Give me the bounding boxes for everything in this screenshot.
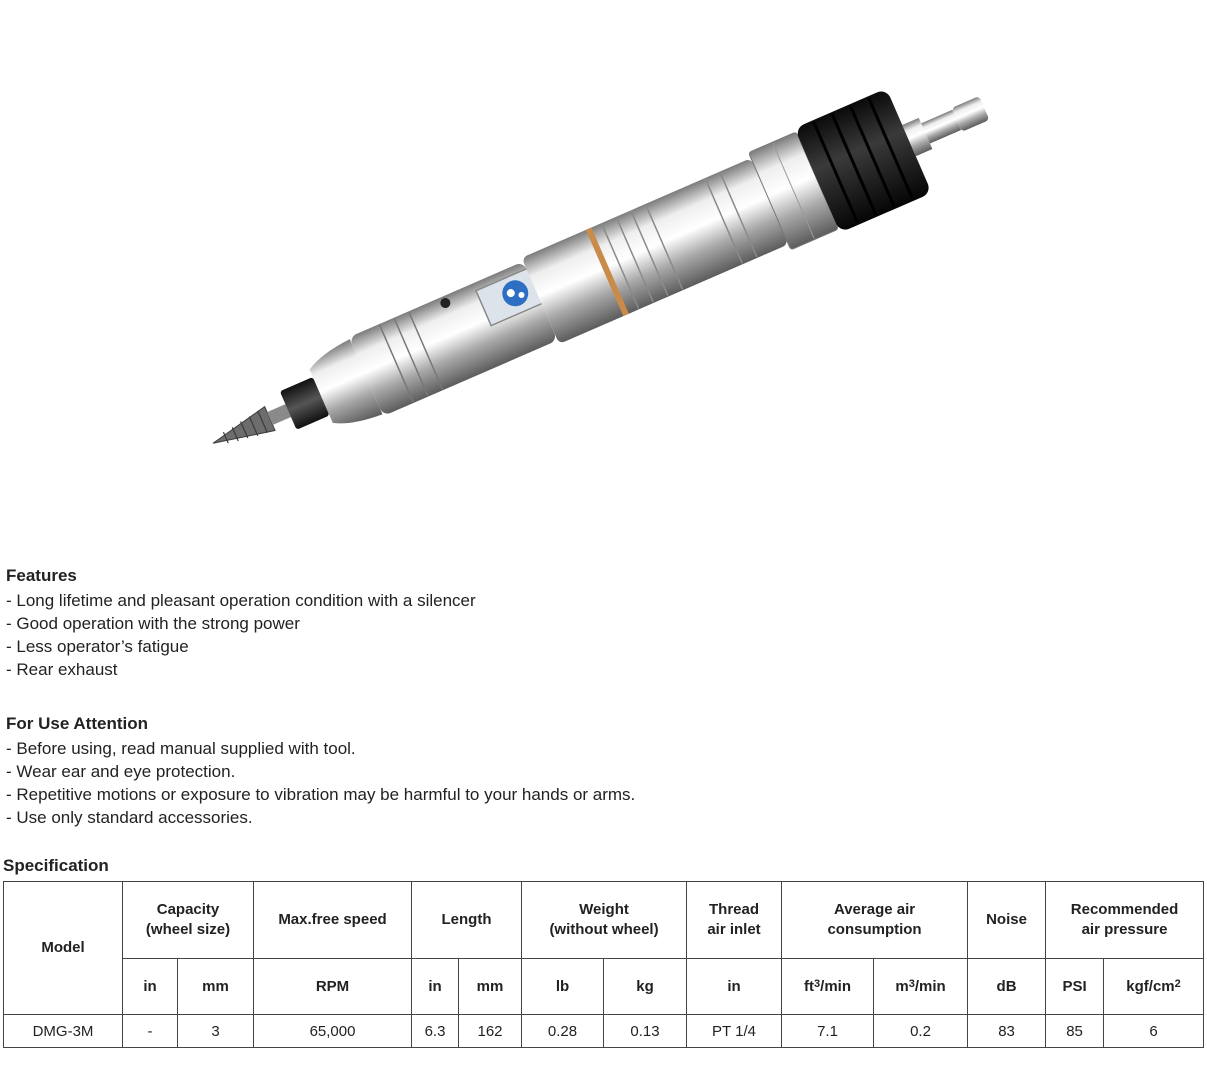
unit-rpm: RPM <box>254 959 412 1015</box>
specification-title: Specification <box>3 856 109 875</box>
cell-psi: 85 <box>1046 1015 1104 1048</box>
attention-list <box>6 737 635 829</box>
unit-cap-in: in <box>123 959 178 1015</box>
unit-db: dB <box>968 959 1046 1015</box>
header-length: Length <box>412 882 522 959</box>
list-item: - Good operation with the strong power <box>6 614 300 633</box>
unit-thread-in: in <box>687 959 782 1015</box>
features-title: Features <box>6 566 77 585</box>
table-units-row <box>4 959 1204 1015</box>
header-air-consumption: Average air consumption <box>782 882 968 959</box>
header-thread: Thread air inlet <box>687 882 782 959</box>
features-list <box>6 589 476 681</box>
cell-rpm: 65,000 <box>254 1015 412 1048</box>
unit-kg: kg <box>604 959 687 1015</box>
unit-kgf-cm2: kgf/$cm^2$ <box>1104 959 1204 1015</box>
cell-len-mm: 162 <box>459 1015 522 1048</box>
cell-thread: PT 1/4 <box>687 1015 782 1048</box>
table-header-row <box>4 882 1204 959</box>
list-item: - Wear ear and eye protection. <box>6 762 236 781</box>
list-item: - Long lifetime and pleasant operation condition with a silencer <box>6 591 476 610</box>
cell-kg: 0.13 <box>604 1015 687 1048</box>
list-item: - Use only standard accessories. <box>6 808 253 827</box>
header-weight: Weight (without wheel) <box>522 882 687 959</box>
cell-m3: 0.2 <box>874 1015 968 1048</box>
list-item: - Repetitive motions or exposure to vibration may be harmful to your hands or arms. <box>6 785 636 804</box>
unit-len-in: in <box>412 959 459 1015</box>
cell-cap-mm: 3 <box>178 1015 254 1048</box>
header-capacity: Capacity (wheel size) <box>123 882 254 959</box>
unit-cap-mm: mm <box>178 959 254 1015</box>
cell-lb: 0.28 <box>522 1015 604 1048</box>
features-section <box>6 564 476 681</box>
list-item: - Before using, read manual supplied with tool. <box>6 739 356 758</box>
list-item: - Less operator’s fatigue <box>6 637 189 656</box>
cell-db: 83 <box>968 1015 1046 1048</box>
cell-kgf: 6 <box>1104 1015 1204 1048</box>
cell-ft3: 7.1 <box>782 1015 874 1048</box>
unit-lb: lb <box>522 959 604 1015</box>
attention-title: For Use Attention <box>6 714 148 733</box>
cell-len-in: 6.3 <box>412 1015 459 1048</box>
specification-table <box>3 881 1204 1048</box>
cell-model: DMG-3M <box>4 1015 123 1048</box>
cell-cap-in: - <box>123 1015 178 1048</box>
unit-psi: PSI <box>1046 959 1104 1015</box>
header-speed: Max.free speed <box>254 882 412 959</box>
unit-m3-min: $m^3/\min$ <box>874 959 968 1015</box>
use-attention-section <box>6 712 635 829</box>
header-noise: Noise <box>968 882 1046 959</box>
header-model: Model <box>4 882 123 1015</box>
unit-len-mm: mm <box>459 959 522 1015</box>
header-air-pressure: Recommended air pressure <box>1046 882 1204 959</box>
list-item: - Rear exhaust <box>6 660 118 679</box>
table-row <box>4 1015 1204 1048</box>
unit-ft3-min: $ft^3/\min$ <box>782 959 874 1015</box>
